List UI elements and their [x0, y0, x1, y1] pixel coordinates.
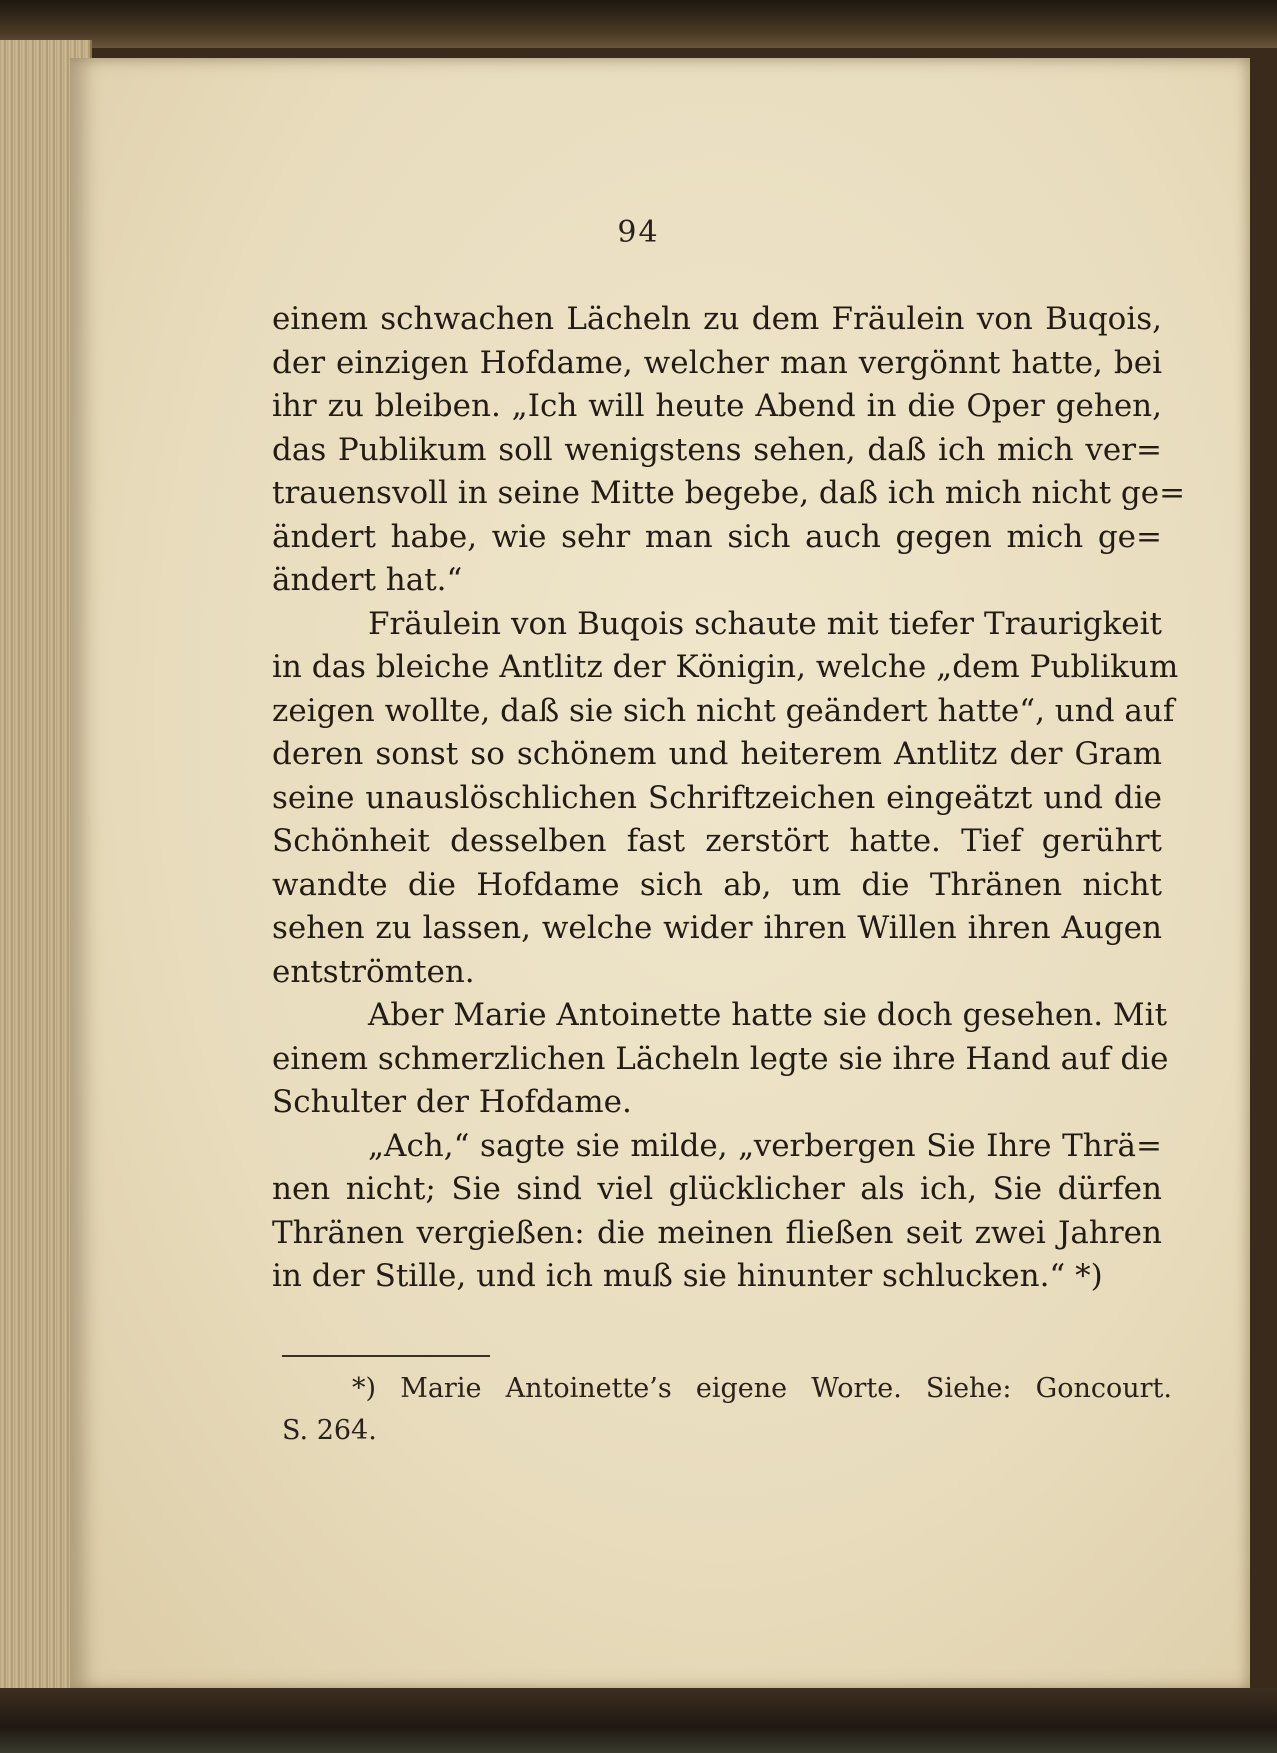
text-line: nen nicht; Sie sind viel glücklicher als ich, Sie dürfen [272, 1171, 1162, 1207]
text-line: seine unauslöschlichen Schriftzeichen eingeätzt und die [272, 779, 1162, 816]
text-line: das Publikum soll wenigstens sehen, daß ich mich ver= [272, 431, 1162, 468]
text-line: in das bleiche Antlitz der Königin, welche „dem Publikum [272, 649, 1179, 685]
text-line: trauensvoll in seine Mitte begebe, daß ich mich nicht ge= [272, 475, 1186, 511]
text-line: in der Stille, und ich muß sie hinunter schlucken.“ *) [272, 1258, 1103, 1294]
book-top-edge [0, 0, 1277, 48]
text-line: Aber Marie Antoinette hatte sie doch gesehen. Mit [368, 997, 1168, 1033]
text-line: deren sonst so schönem und heiterem Antlitz der Gram [272, 736, 1162, 772]
text-line: wandte die Hofdame sich ab, um die Thränen nicht [272, 866, 1162, 903]
text-line: Schulter der Hofdame. [272, 1084, 632, 1120]
footnote-rule [282, 1355, 490, 1357]
text-line: Thränen vergießen: die meinen fließen seit zwei Jahren [272, 1214, 1162, 1251]
text-line: einem schwachen Lächeln zu dem Fräulein von Buqois, [272, 301, 1162, 337]
footnote-line: S. 264. [282, 1415, 377, 1446]
text-line: sehen zu lassen, welche wider ihren Willen ihren Augen [272, 910, 1162, 946]
page-number: 94 [617, 215, 660, 250]
book-bottom-edge [0, 1688, 1277, 1753]
body-text [272, 298, 1186, 1299]
text-line: einem schmerzlichen Lächeln legte sie ihre Hand auf die [272, 1040, 1169, 1077]
text-line: ändert habe, wie sehr man sich auch gegen mich ge= [272, 518, 1162, 555]
text-line: ihr zu bleiben. „Ich will heute Abend in die Oper gehen, [272, 388, 1162, 424]
text-line: Schönheit desselben fast zerstört hatte. Tief gerührt [272, 823, 1162, 859]
text-line: Fräulein von Buqois schaute mit tiefer Traurigkeit [368, 605, 1162, 642]
text-line: ändert hat.“ [272, 562, 463, 598]
footnote [282, 1368, 1172, 1452]
text-line: der einzigen Hofdame, welcher man vergönnt hatte, bei [272, 344, 1162, 381]
text-line: entströmten. [272, 953, 475, 990]
text-line: „Ach,“ sagte sie milde, „verbergen Sie Ihre Thrä= [368, 1127, 1162, 1164]
text-line: zeigen wollte, daß sie sich nicht geändert hatte“, und auf [272, 692, 1175, 729]
footnote-line: *) Marie Antoinette’s eigene Worte. Siehe: Goncourt. [352, 1373, 1172, 1404]
